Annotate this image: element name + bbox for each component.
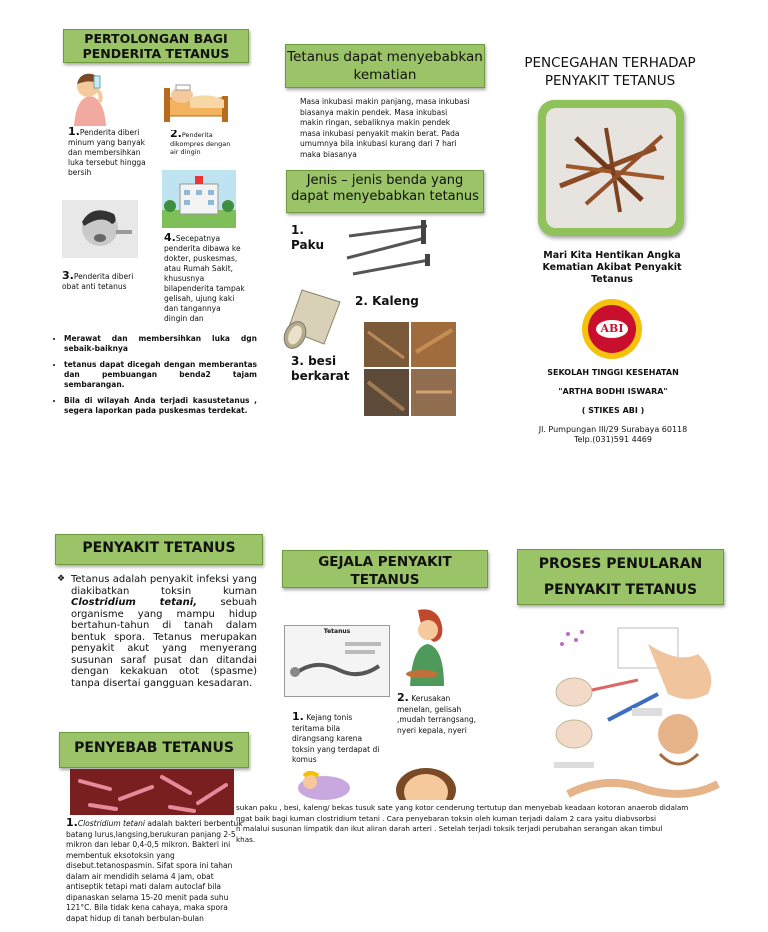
step1-text: 1.Penderita diberi minum yang banyak dan membersihkan luka tersebut hingga bersih: [68, 127, 146, 177]
panel3-title: PENCEGAHAN TERHADAP PENYAKIT TETANUS: [524, 55, 696, 89]
step4-text: 4.Secepatnya penderita dibawa ke dokter, puskesmas, atau Rumah Sakit, khususnya bilapenderita tampak gelisah, ujung kaki dan tangannya dingin dan: [164, 233, 245, 323]
patient-bed-image: [296, 768, 352, 802]
panel2-title: Tetanus dapat menyebabkan kematian: [285, 44, 485, 88]
sick-face-image: [386, 760, 466, 800]
panel5-title: GEJALA PENYAKIT TETANUS: [282, 550, 488, 588]
panel1-title: PERTOLONGAN BAGI PENDERITA TETANUS: [63, 29, 249, 63]
school-address: Jl. Pumpungan III/29 Surabaya 60118 Telp.(031)591 4469: [538, 425, 688, 444]
item-besi-label: 3. besi berkarat: [291, 354, 350, 383]
logo-text: ABI: [600, 322, 624, 335]
tagline: Mari Kita Hentikan Angka Kematian Akibat Penyakit Tetanus: [542, 250, 682, 285]
school-abbr: ( STIKES ABI ): [581, 406, 645, 415]
nails-image: [343, 218, 433, 278]
can-image: [282, 282, 348, 352]
abi-logo: [581, 298, 643, 360]
bullet-item: • Merawat dan membersihkan luka dgn sebaik-baiknya: [64, 334, 257, 354]
incubation-text: Masa inkubasi makin panjang, masa inkubasi biasanya makin pendek. Masa inkubasi makin ringan, sebaliknya makin pendek masa inkubasi penyakit makin berat. Pada umumnya bila inkubasi kurang dari 7 hari maka biasanya: [300, 97, 470, 159]
drinking-person-image: [64, 68, 112, 126]
hospital-image: [162, 170, 236, 228]
tetanus-diagram-image: [284, 625, 390, 697]
overflow-line: ngat baik bagi kuman clostridium tetani . Cara penyebaran toksin oleh kuman terjadi dalam 2 cara yaitu diabvsorbsi: [236, 813, 656, 823]
penyebab-text: 1.Clostridium tetani adalah bakteri berbentuk batang lurus,langsing,berukuran panjang 2-5 mikron dan lebar 0,4-0,5 mikron. Bakteri ini membentuk eksotoksin yang disebut.tetanospasmin. Sifat spora ini tahan dalam air mendidih selama 4 jam, obat antiseptik tetapi mati dalam autoclaf bila dipanaskan selama 15-20 menit pada suhu 121°C. Bila tidak kena cahaya, maka spora dapat hidup di tanah berbulan-bulan: [66, 818, 243, 923]
step2-text: 2.Penderita dikompres dengan air dingin: [170, 130, 231, 156]
item-kaleng-label: 2. Kaleng: [355, 294, 419, 308]
child-medicine-image: [62, 200, 138, 258]
sick-in-bed-image: [162, 68, 230, 126]
bullet-item: • Bila di wilayah Anda terjadi kasustetanus , segera laporkan pada puskesmas terdekat.: [64, 396, 257, 416]
sick-woman-image: [398, 606, 454, 686]
prevention-bullets: [50, 334, 257, 422]
bullet-item: • tetanus dapat dicegah dengan memberantas dan pembuangan benda2 tajam sembarangan.: [64, 360, 257, 390]
rusty-iron-image: [364, 322, 456, 416]
overflow-line: n malalui susunan limpatik dan ikut aliran darah arteri . Setelah terjadi toksik terjadi perubahan serangan akan timbul: [236, 824, 663, 833]
overflow-line: sukan paku , besi, kaleng/ bekas tusuk sate yang kotor cenderung tertutup dan menyebab keadaan kotoran anaerob didalam: [236, 803, 689, 812]
rusty-nails-photo: [538, 100, 684, 236]
penyebab-title: PENYEBAB TETANUS: [59, 732, 249, 768]
symptom1-text: 1. Kejang tonis teritama bila dirangsang karena toksin yang terdapat di komus: [292, 712, 380, 764]
diagram-title: Tetanus: [323, 628, 351, 635]
transmission-diagram-image: [548, 624, 728, 804]
school-info: [521, 368, 705, 445]
school-quote: "ARTHA BODHI ISWARA": [558, 387, 668, 396]
panel4-title: PENYAKIT TETANUS: [55, 534, 263, 565]
overflow-line: khas.: [236, 834, 256, 844]
overflow-text: [236, 803, 768, 845]
bacteria-image: [70, 769, 234, 815]
tetanus-definition: ❖ Tetanus adalah penyakit infeksi yang diakibatkan toksin kuman Clostridium tetani, sebuah organisme yang mampu hidup bertahun-tahun di tanah dalam bentuk spora. Tetanus merupakan penyakit akut yang menyerang susunan saraf pusat dan ditandai dengan kekakuan otot (spasme) tanpa disertai gangguan kesadaran.: [57, 574, 257, 689]
symptom2-text: 2. Kerusakan menelan, gelisah ,mudah terrangsang, nyeri kepala, nyeri: [397, 693, 477, 735]
step3-text: 3.Penderita diberi obat anti tetanus: [62, 271, 134, 291]
jenis-title: Jenis – jenis benda yang dapat menyebabkan tetanus: [286, 170, 484, 213]
school-name: SEKOLAH TINGGI KESEHATAN: [547, 368, 679, 377]
item-paku-label: 1. Paku: [291, 223, 325, 252]
panel6-title: PROSES PENULARAN PENYAKIT TETANUS: [517, 549, 724, 605]
